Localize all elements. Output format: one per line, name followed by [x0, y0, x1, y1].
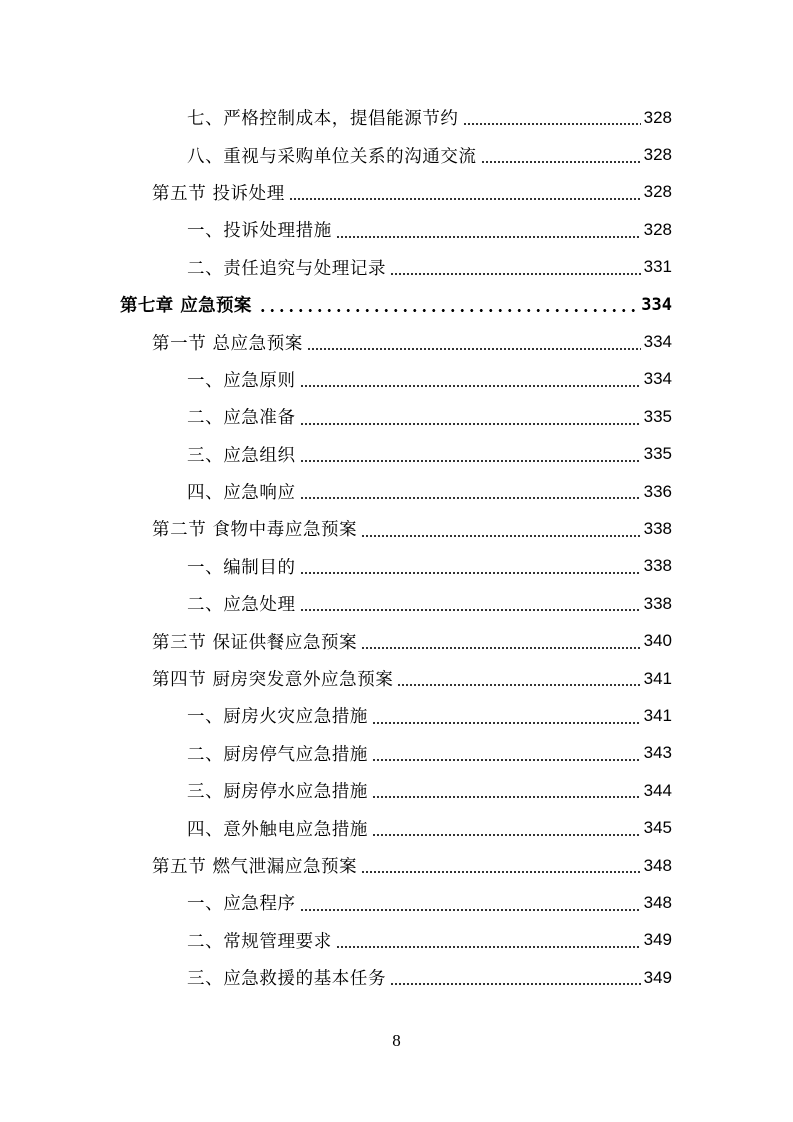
toc-entry-page: 335	[643, 444, 672, 464]
toc-entry-section[interactable]	[0, 847, 793, 884]
toc-entry-title: 二、常规管理要求	[187, 931, 332, 952]
toc-entry-title: 二、应急准备	[187, 408, 296, 429]
toc-entry-title: 一、应急原则	[187, 370, 296, 391]
toc-entry-title: 二、厨房停气应急措施	[187, 744, 368, 765]
toc-dot-leader	[372, 834, 641, 836]
toc-dot-leader	[372, 722, 641, 724]
toc-entry-title: 三、应急救援的基本任务	[187, 969, 387, 990]
toc-entry-title: 三、应急组织	[187, 445, 296, 466]
toc-entry-page: 348	[643, 892, 672, 912]
toc-dot-leader	[397, 684, 640, 686]
toc-entry-section[interactable]	[0, 323, 793, 360]
toc-entry-title: 三、厨房停水应急措施	[187, 782, 368, 803]
toc-dot-leader	[372, 796, 641, 798]
toc-entry-page: 338	[643, 518, 672, 538]
toc-entry-page: 328	[643, 182, 672, 202]
toc-entry-page: 341	[643, 705, 672, 725]
toc-entry-section[interactable]	[0, 174, 793, 211]
toc-entry-title: 二、应急处理	[187, 595, 296, 616]
toc-entry-page: 334	[641, 294, 672, 315]
toc-dot-leader	[300, 572, 641, 574]
toc-entry-item[interactable]	[0, 398, 793, 435]
toc-dot-leader	[463, 123, 641, 125]
toc-dot-leader	[300, 909, 641, 911]
toc-entry-page: 341	[643, 668, 672, 688]
toc-dot-leader	[300, 423, 641, 425]
toc-dot-leader	[372, 759, 641, 761]
toc-entry-title: 一、编制目的	[187, 557, 296, 578]
toc-dot-leader	[300, 385, 641, 387]
toc-entry-title: 第五节 投诉处理	[152, 183, 285, 204]
toc-entry-item[interactable]	[0, 922, 793, 959]
page-number: 8	[392, 1031, 401, 1050]
toc-entry-page: 349	[643, 967, 672, 987]
toc-dot-leader	[336, 236, 641, 238]
toc-dot-leader	[300, 497, 641, 499]
toc-entry-page: 328	[643, 219, 672, 239]
toc-entry-section[interactable]	[0, 622, 793, 659]
toc-dot-leader	[300, 460, 641, 462]
toc-entry-title: 二、责任追究与处理记录	[187, 258, 387, 279]
toc-entry-page: 348	[643, 855, 672, 875]
toc-entry-page: 340	[643, 631, 672, 651]
toc-entry-item[interactable]	[0, 585, 793, 622]
toc-entry-title: 一、厨房火灾应急措施	[187, 707, 368, 728]
toc-entry-item[interactable]	[0, 99, 793, 136]
toc-dot-leader	[390, 983, 641, 985]
toc-entry-title: 第一节 总应急预案	[152, 333, 303, 354]
toc-entry-chapter[interactable]	[0, 286, 793, 323]
toc-entry-page: 338	[643, 593, 672, 613]
toc-entry-section[interactable]	[0, 510, 793, 547]
toc-entry-page: 343	[643, 743, 672, 763]
toc-dot-leader	[289, 198, 641, 200]
toc-dot-leader	[300, 609, 641, 611]
toc-entry-title: 一、应急程序	[187, 894, 296, 915]
toc-entry-title: 第三节 保证供餐应急预案	[152, 632, 358, 653]
toc-entry-title: 一、投诉处理措施	[187, 221, 332, 242]
toc-entry-item[interactable]	[0, 809, 793, 846]
toc-dot-leader	[361, 535, 640, 537]
toc-entry-page: 334	[643, 332, 672, 352]
toc-entry-item[interactable]	[0, 436, 793, 473]
toc-entry-section[interactable]	[0, 660, 793, 697]
toc-entry-item[interactable]	[0, 473, 793, 510]
toc-entry-page: 335	[643, 406, 672, 426]
toc-entry-page: 349	[643, 930, 672, 950]
toc-entry-page: 345	[643, 818, 672, 838]
toc-entry-title: 八、重视与采购单位关系的沟通交流	[187, 146, 477, 167]
toc-dot-leader	[361, 647, 640, 649]
toc-entry-item[interactable]	[0, 548, 793, 585]
toc-entry-page: 344	[643, 780, 672, 800]
toc-entry-title: 第五节 燃气泄漏应急预案	[152, 857, 358, 877]
toc-entry-title: 第二节 食物中毒应急预案	[152, 520, 358, 541]
toc-entry-page: 331	[643, 257, 672, 277]
toc-entry-title: 七、严格控制成本，提倡能源节约	[187, 109, 459, 130]
toc-entry-item[interactable]	[0, 136, 793, 173]
toc-entry-item[interactable]	[0, 697, 793, 734]
toc-entry-item[interactable]	[0, 211, 793, 248]
toc-entry-title: 四、应急响应	[187, 483, 296, 504]
toc-entry-item[interactable]	[0, 249, 793, 286]
toc-entry-title: 四、意外触电应急措施	[187, 819, 368, 840]
toc-entry-item[interactable]	[0, 735, 793, 772]
toc-entry-title: 第四节 厨房突发意外应急预案	[152, 670, 394, 691]
toc-dot-leader	[336, 946, 641, 948]
toc-dot-leader	[307, 348, 641, 350]
toc-entry-page: 328	[643, 145, 672, 165]
toc-entry-title: 第七章 应急预案	[120, 296, 252, 317]
toc-dot-leader	[390, 273, 641, 275]
toc-entry-item[interactable]	[0, 884, 793, 921]
toc-entry-item[interactable]	[0, 772, 793, 809]
toc-dot-leader	[361, 871, 640, 873]
table-of-contents	[0, 99, 793, 996]
toc-entry-page: 328	[643, 107, 672, 127]
toc-entry-page: 338	[643, 556, 672, 576]
toc-entry-item[interactable]	[0, 959, 793, 996]
toc-entry-page: 336	[643, 481, 672, 501]
toc-entry-page: 334	[643, 369, 672, 389]
toc-entry-item[interactable]	[0, 361, 793, 398]
toc-dot-leader	[481, 161, 641, 163]
toc-dot-leader	[258, 309, 636, 312]
